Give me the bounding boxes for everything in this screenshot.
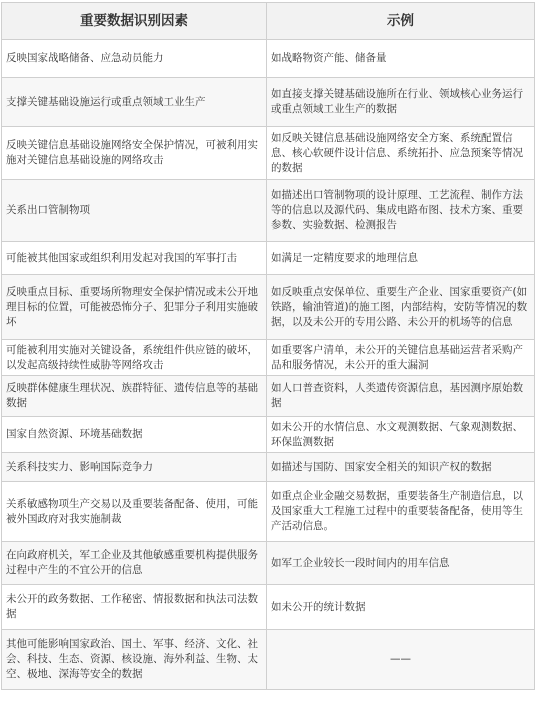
factor-cell: 反映群体健康生理状况、族群特征、遗传信息等的基础数据 — [2, 376, 267, 417]
table-row — [2, 376, 535, 417]
example-cell: 如描述出口管制物项的设计原理、工艺流程、制作方法等的信息以及源代码、集成电路布图、技术方案、重要参数、实验数据、检测报告 — [267, 180, 535, 242]
factor-cell: 其他可能影响国家政治、国土、军事、经济、文化、社会、科技、生态、资源、核设施、海外利益、生物、太空、极地、深海等安全的数据 — [2, 630, 267, 690]
table-row — [2, 340, 535, 376]
factor-cell: 反映重点目标、重要场所物理安全保护情况或未公开地理目标的位置，可能被恐怖分子、犯罪分子利用实施破坏 — [2, 275, 267, 340]
factor-cell: 反映关键信息基础设施网络安全保护情况，可被利用实施对关键信息基础设施的网络攻击 — [2, 127, 267, 180]
factor-cell: 支撑关键基础设施运行或重点领域工业生产 — [2, 78, 267, 127]
table-row — [2, 585, 535, 630]
example-cell: 如反映关键信息基础设施网络安全方案、系统配置信息、核心软硬件设计信息、系统拓扑、应急预案等情况的数据 — [267, 127, 535, 180]
example-cell: 如战略物资产能、储备量 — [267, 40, 535, 78]
factor-cell: 可能被利用实施对关键设备，系统组件供应链的破坏，以发起高级持续性威胁等网络攻击 — [2, 340, 267, 376]
factor-cell: 关系科技实力、影响国际竞争力 — [2, 453, 267, 482]
table-row — [2, 242, 535, 275]
example-cell: 如反映重点安保单位、重要生产企业、国家重要资产(如铁路，输油管道)的施工图，内部结构，安防等情况的数据，以及未公开的专用公路、未公开的机场等的信息 — [267, 275, 535, 340]
example-cell: 如满足一定精度要求的地理信息 — [267, 242, 535, 275]
factor-cell: 反映国家战略储备、应急动员能力 — [2, 40, 267, 78]
example-cell: —— — [267, 630, 535, 690]
table-row — [2, 453, 535, 482]
factor-cell: 在向政府机关，军工企业及其他敏感重要机构提供服务过程中产生的不宜公开的信息 — [2, 542, 267, 585]
factor-cell: 国家自然资源、环境基础数据 — [2, 417, 267, 453]
example-cell: 如未公开的统计数据 — [267, 585, 535, 630]
table-row — [2, 630, 535, 690]
table-row — [2, 542, 535, 585]
table-row — [2, 127, 535, 180]
table-row — [2, 275, 535, 340]
factor-cell: 可能被其他国家或组织利用发起对我国的军事打击 — [2, 242, 267, 275]
example-cell: 如人口普查资料，人类遗传资源信息，基因测序原始数据 — [267, 376, 535, 417]
header-factor: 重要数据识别因素 — [2, 3, 267, 40]
example-cell: 如重要客户清单，未公开的关键信息基础运营者采购产品和服务情况，未公开的重大漏洞 — [267, 340, 535, 376]
header-example: 示例 — [267, 3, 535, 40]
table-row — [2, 482, 535, 542]
example-cell: 如描述与国防、国家安全相关的知识产权的数据 — [267, 453, 535, 482]
table-header-row — [2, 3, 535, 40]
factor-cell: 未公开的政务数据、工作秘密、情报数据和执法司法数据 — [2, 585, 267, 630]
example-cell: 如军工企业较长一段时间内的用车信息 — [267, 542, 535, 585]
factor-cell: 关系敏感物项生产交易以及重要装备配备、使用，可能被外国政府对我实施制裁 — [2, 482, 267, 542]
factor-cell: 关系出口管制物项 — [2, 180, 267, 242]
important-data-table — [1, 2, 535, 690]
example-cell: 如直接支撑关键基础设施所在行业、领域核心业务运行或重点领域工业生产的数据 — [267, 78, 535, 127]
example-cell: 如重点企业金融交易数据，重要装备生产制造信息，以及国家重大工程施工过程中的重要装备配备，使用等生产活动信息。 — [267, 482, 535, 542]
table-row — [2, 40, 535, 78]
example-cell: 如未公开的水情信息、水文观测数据、气象观测数据、环保监测数据 — [267, 417, 535, 453]
table-row — [2, 78, 535, 127]
table-row — [2, 180, 535, 242]
table-row — [2, 417, 535, 453]
